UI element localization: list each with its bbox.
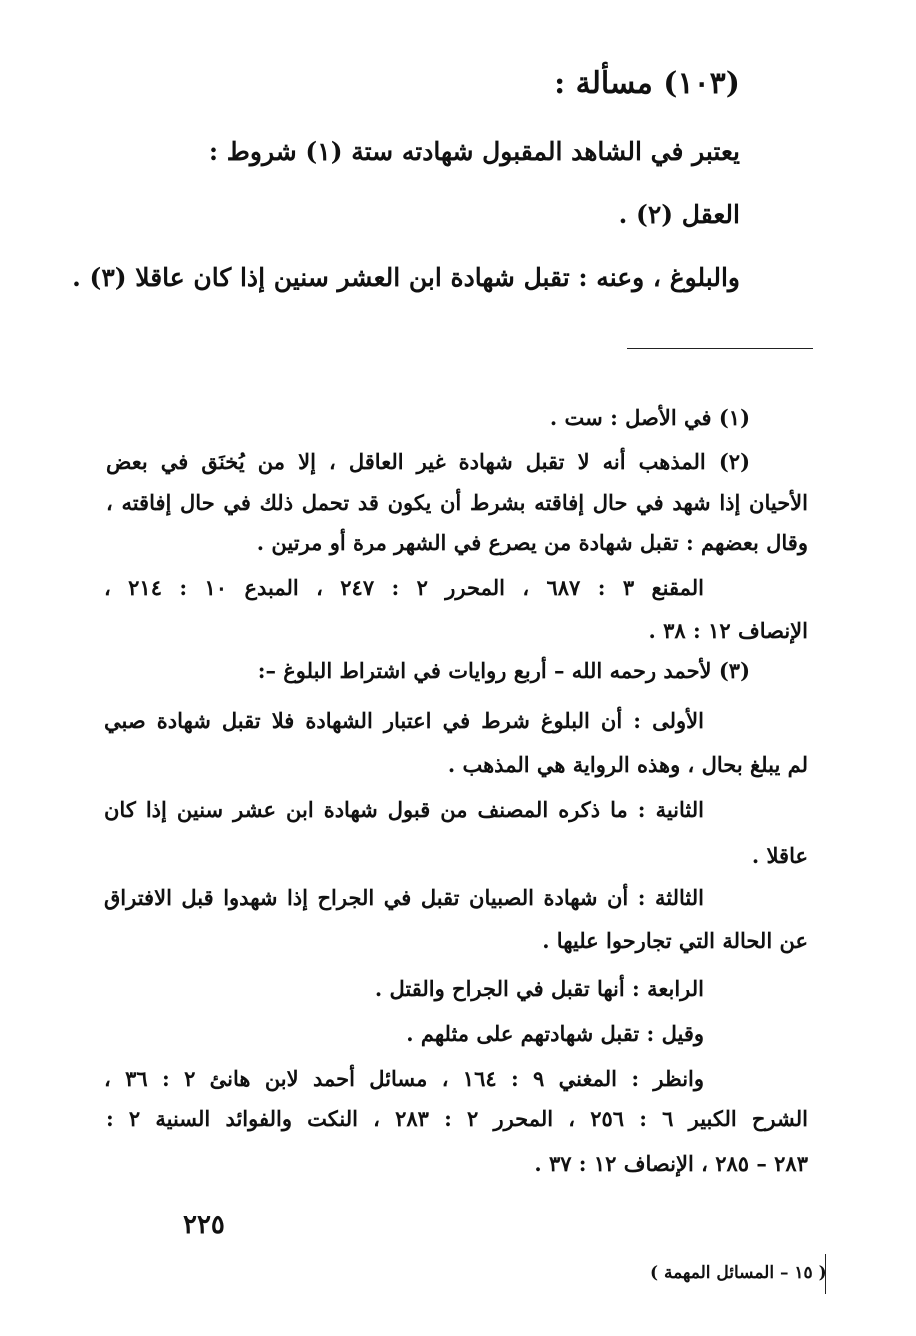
footnote-line: الثالثة : أن شهادة الصبيان تقبل في الجراح إذا شهدوا قبل الافتراق <box>104 885 704 910</box>
footnote-line: الشرح الكبير ٦ : ٢٥٦ ، المحرر ٢ : ٢٨٣ ، النكت والفوائد السنية ٢ : <box>106 1106 808 1131</box>
page-number: ٢٢٥ <box>183 1210 225 1240</box>
footnote-line: لم يبلغ بحال ، وهذه الرواية هي المذهب . <box>447 752 808 777</box>
main-text-line: يعتبر في الشاهد المقبول شهادته ستة (١) شروط : <box>208 137 740 166</box>
footnote-separator <box>627 348 813 349</box>
footnote-line: الثانية : ما ذكره المصنف من قبول شهادة ابن عشر سنين إذا كان <box>104 797 704 822</box>
footnote-line: الرابعة : أنها تقبل في الجراح والقتل . <box>374 976 704 1001</box>
printer-signature: ( ١٥ – المسائل المهمة ) <box>650 1263 827 1283</box>
footnote-line: عاقلا . <box>751 843 808 868</box>
footnote-line: ٢٨٣ – ٢٨٥ ، الإنصاف ١٢ : ٣٧ . <box>534 1151 808 1176</box>
footnote-line: المقنع ٣ : ٦٨٧ ، المحرر ٢ : ٢٤٧ ، المبدع ١٠ : ٢١٤ ، <box>104 575 705 600</box>
footnote-line: (٢) المذهب أنه لا تقبل شهادة غير العاقل ، إلا من يُخنَق في بعض <box>106 449 750 474</box>
footnote-line: وقيل : تقبل شهادتهم على مثلهم . <box>406 1021 704 1046</box>
footnote-line: الإنصاف ١٢ : ٣٨ . <box>648 618 808 643</box>
footnote-line: وقال بعضهم : تقبل شهادة من يصرع في الشهر مرة أو مرتين . <box>256 530 808 555</box>
main-text-line: والبلوغ ، وعنه : تقبل شهادة ابن العشر سنين إذا كان عاقلا (٣) . <box>72 263 740 292</box>
footnote-line: عن الحالة التي تجارحوا عليها . <box>542 928 808 953</box>
footnote-line: الأولى : أن البلوغ شرط في اعتبار الشهادة فلا تقبل شهادة صبي <box>104 708 704 733</box>
main-text-line: العقل (٢) . <box>618 200 740 229</box>
footnote-line: الأحيان إذا شهد في حال إفاقته بشرط أن يكون قد تحمل ذلك في حال إفاقته ، <box>106 490 808 515</box>
footnote-line: (٣) لأحمد رحمه الله – أربع روايات في اشتراط البلوغ –: <box>257 658 750 683</box>
footnote-line: (١) في الأصل : ست . <box>549 405 750 430</box>
footnote-line: وانظر : المغني ٩ : ١٦٤ ، مسائل أحمد لابن هانئ ٢ : ٣٦ ، <box>104 1066 705 1091</box>
issue-heading: (١٠٣) مسألة : <box>554 66 740 101</box>
